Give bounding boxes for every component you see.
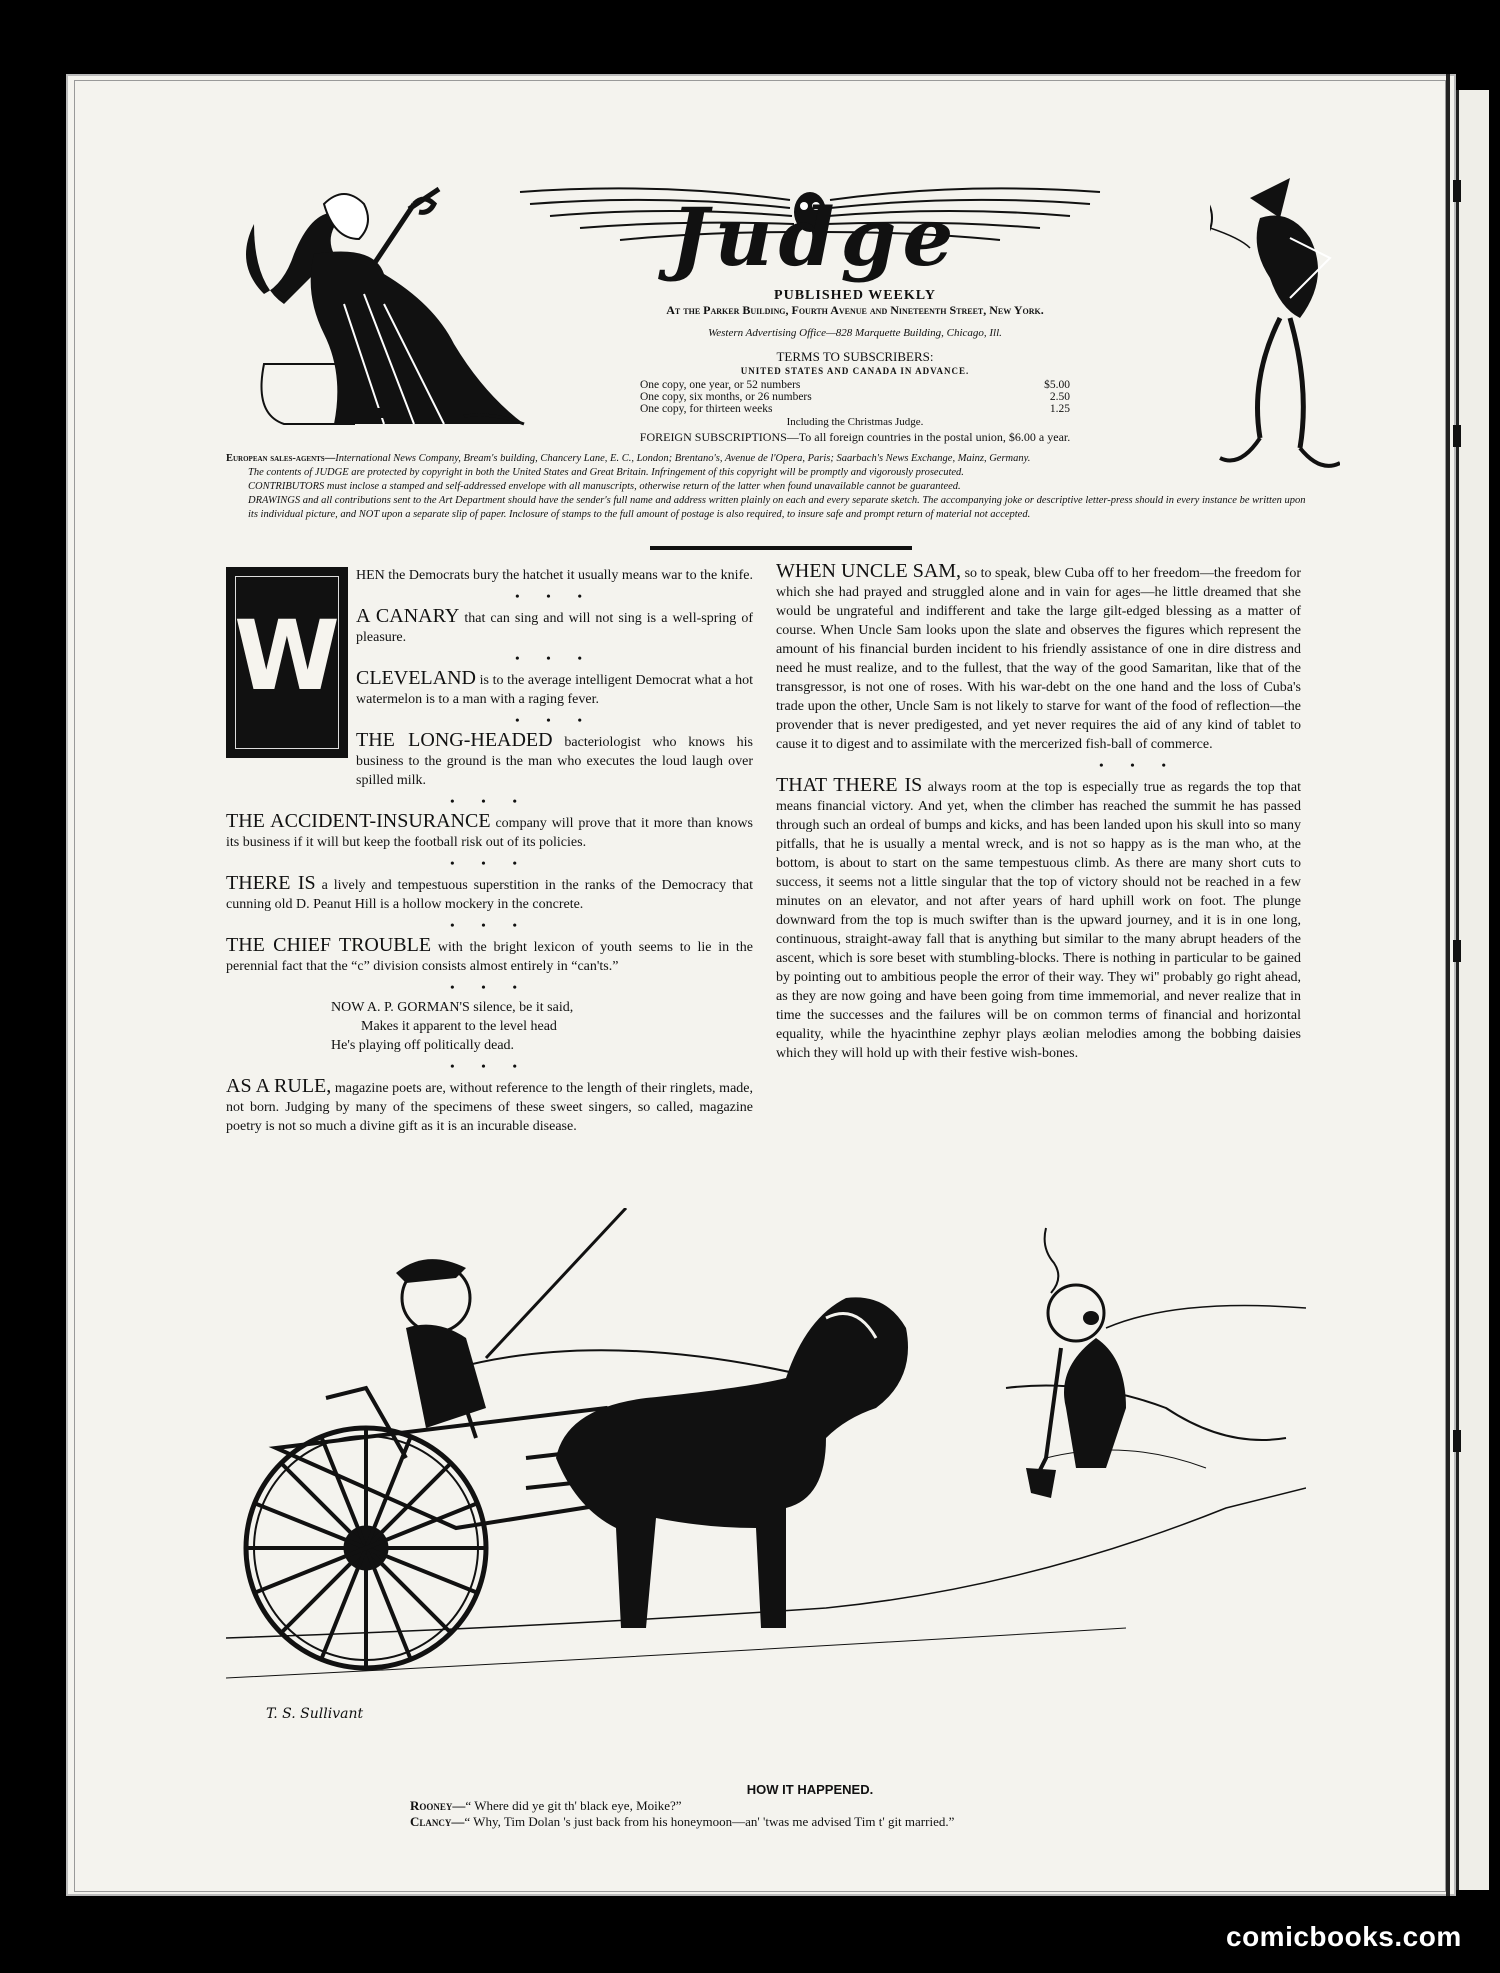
western-office: Western Advertising Office—828 Marquette Building, Chicago, Ill. xyxy=(708,327,1002,339)
left-column xyxy=(226,566,753,1136)
sales-agents-text: International News Company, Bream's building, Chancery Lane, E. C., London; Brentano's, Avenue de l'Opera, Paris; Saarbach's News Exchange, Mainz, Germany. xyxy=(335,453,1031,464)
lead-words: THE LONG-HEADED xyxy=(356,729,553,751)
section-rule xyxy=(650,546,912,550)
right-column xyxy=(776,562,1301,1063)
binding-mark xyxy=(1453,425,1461,447)
dialogue-text: “ Where did ye git th' black eye, Moike?” xyxy=(465,1798,682,1813)
verse-line: NOW A. P. GORMAN'S silence, be it said, xyxy=(331,1000,574,1015)
lead-words: AS A RULE, xyxy=(226,1075,332,1097)
price-row xyxy=(640,403,1070,415)
separator: • • • xyxy=(515,713,594,727)
paragraph-text: with the bright lexicon of youth seems to lie in the perennial fact that the “c” division consists almost entirely in “can'ts.” xyxy=(226,940,753,974)
paragraph-text: company will prove that it more than knows its business if it will but keep the football risk out of its policies. xyxy=(226,816,753,850)
cart-and-horse-cartoon xyxy=(226,1208,1306,1778)
lead-words: HEN xyxy=(356,568,385,583)
paragraph-text: the Democrats bury the hatchet it usually means war to the knife. xyxy=(384,568,753,583)
paragraph xyxy=(776,562,1301,754)
binding-mark xyxy=(1453,180,1461,202)
binding-mark xyxy=(1453,1430,1461,1452)
drop-cap-letter: W xyxy=(234,600,340,712)
paragraph-text: that can sing and will not sing is a well-spring of pleasure. xyxy=(356,611,753,645)
woman-statue-illustration xyxy=(224,184,554,444)
lead-words: A CANARY xyxy=(356,605,460,627)
publisher-address: At the Parker Building, Fourth Avenue and Nineteenth Street, New York. xyxy=(666,303,1044,317)
published-weekly: PUBLISHED WEEKLY xyxy=(774,288,936,303)
speaker-name: Clancy— xyxy=(410,1814,465,1829)
site-watermark: comicbooks.com xyxy=(1226,1921,1462,1952)
caption-title: HOW IT HAPPENED. xyxy=(746,1782,874,1797)
dialogue-line xyxy=(410,1814,1210,1830)
drawings-notice: DRAWINGS and all contributions sent to the Art Department should have the sender's full name and address written plainly on each and every separate sketch. The accompanying joke or descriptive letter-press should in every instance be written upon its individual picture, and NOT upon a separate slip of paper. Inclosure of stamps to the full amount of postage is also required, to insure safe and prompt return of material not accepted. xyxy=(248,495,1306,520)
separator: • • • xyxy=(450,918,529,932)
publisher-notices xyxy=(226,452,1306,522)
paragraph-text: bacteriologist who knows his business to the ground is the man who executes the loud laugh over spilled milk. xyxy=(356,735,753,788)
paragraph-text: magazine poets are, without reference to the length of their ringlets, made, not born. Judging by many of the specimens of these sweet singers, so called, magazine poetry is not so much a divine gift as it is an incurable disease. xyxy=(226,1081,753,1134)
speaker-name: Rooney— xyxy=(410,1798,466,1813)
price-row xyxy=(640,379,1070,391)
dialogue-text: “ Why, Tim Dolan 's just back from his honeymoon—an' 'twas me advised Tim t' git married.” xyxy=(464,1814,955,1829)
separator: • • • xyxy=(450,1059,529,1073)
separator: • • • xyxy=(515,651,594,665)
paragraph xyxy=(776,776,1301,1063)
paragraph-text: always room at the top is especially true as regards the top that means financial victory. And yet, when the climber has reached the summit he has passed through such an ordeal of bumps and kicks, and has been landed upon his skull into so many pitfalls, that he is usually a mental wreck, and is not so happy as is the man who, at the bottom, is about to start on the same tempestuous climb. As there are many short cuts to success, it seems not a little singular that the top of victory should not be reached in a few minutes on an elevator, and not after years of hard uphill work on foot. The plunge downward from the top is much swifter than is the upward journey, and it is in one long, continuous, straight-away fall that is anything but similar to the many abrupt headers of the ascent, which is sore beset with stumbling-blocks. There is nothing in particular to be gained by pointing out to ambitious people the error of their way. They wi'' probably go right ahead, as they are now going and have been going from time immemorial, and never realize that in time the successes and the failures will be on common terms of financial and horizontal equality, while the hyacinthine zephyr plays æolian melodies among the bobbing daisies which they will hold up with their festive wish-bones. xyxy=(776,780,1301,1061)
separator: • • • xyxy=(450,856,529,870)
verse xyxy=(226,998,753,1055)
paragraph xyxy=(226,731,753,790)
artist-signature: T. S. Sullivant xyxy=(266,1706,364,1722)
sales-agents-label: European sales-agents— xyxy=(226,453,336,464)
price-label: One copy, one year, or 52 numbers xyxy=(640,379,801,391)
foreign-subscriptions: FOREIGN SUBSCRIPTIONS—To all foreign countries in the postal union, $6.00 a year. xyxy=(639,430,1071,444)
terms-heading: TERMS TO SUBSCRIBERS: xyxy=(776,349,934,364)
dialogue-line xyxy=(410,1798,1210,1814)
binding-edge xyxy=(1446,74,1450,1896)
lead-words: THE ACCIDENT-INSURANCE xyxy=(226,810,491,832)
jester-with-balloon-illustration xyxy=(1210,178,1340,478)
price-row xyxy=(640,391,1070,403)
lead-words: CLEVELAND xyxy=(356,667,476,689)
paragraph-text: a lively and tempestuous superstition in the ranks of the Democracy that cunning old D. Peanut Hill is a hollow mockery in the concrete. xyxy=(226,878,754,912)
lead-words: THERE IS xyxy=(226,872,316,894)
lead-words: THAT THERE IS xyxy=(776,774,923,796)
lead-words: THE CHIEF TROUBLE xyxy=(226,934,432,956)
price-label: One copy, for thirteen weeks xyxy=(640,403,773,415)
contributors-notice: CONTRIBUTORS must inclose a stamped and self-addressed envelope with all manuscripts, otherwise return of the latter when found unavailable cannot be guaranteed. xyxy=(248,481,961,492)
sales-agents xyxy=(226,452,1306,466)
price-value: 1.25 xyxy=(1049,403,1070,415)
binding-mark xyxy=(1453,940,1461,962)
paragraph-text: so to speak, blew Cuba off to her freedom—the freedom for which she had prayed and struggled alone and in vain for ages—he little dreamed that she would be ungrateful and indifferent and take the large gilt-edged blessing as a matter of course. When Uncle Sam looks upon the slate and observes the figures which represent the amount of his financial burden incident to his friendly assistance of one in dire distress and need he must realize, and to the fullest, that the way of the good Samaritan, like that of the transgressor, is not one of roses. With his war-debt on the one hand and the loss of Cuba's trade upon the other, Uncle Sam is not likely to starve for want of the food of reflection—the provender that is never predigested, and yet never requires the aid of any kind of tablet to cause it to digest and to assimilate with the mercerized fish-ball of commerce. xyxy=(776,566,1301,752)
price-label: One copy, six months, or 26 numbers xyxy=(640,391,812,403)
separator: • • • xyxy=(1099,758,1178,772)
paragraph xyxy=(226,936,753,976)
publication-details xyxy=(510,288,1200,445)
verse-line: He's playing off politically dead. xyxy=(331,1038,515,1053)
verse-line: Makes it apparent to the level head xyxy=(361,1019,557,1034)
paragraph xyxy=(226,607,753,647)
copyright-notice: The contents of JUDGE are protected by copyright in both the United States and Great Britain. Infringement of this copyright will be promptly and vigorously prosecuted. xyxy=(248,467,964,478)
paragraph-text: is to the average intelligent Democrat what a hot watermelon is to a man with a raging fever. xyxy=(356,673,753,707)
magazine-title: Judge xyxy=(670,190,960,284)
price-value: $5.00 xyxy=(1044,379,1070,391)
facing-page-edge xyxy=(1456,90,1489,1890)
paragraph xyxy=(226,812,753,852)
paragraph xyxy=(226,874,753,914)
lead-words: WHEN UNCLE SAM, xyxy=(776,560,962,582)
paragraph xyxy=(226,669,753,709)
price-value: 2.50 xyxy=(1049,391,1070,403)
christmas-note: Including the Christmas Judge. xyxy=(786,416,924,428)
separator: • • • xyxy=(450,980,529,994)
separator: • • • xyxy=(515,589,594,603)
paragraph xyxy=(226,566,753,585)
cartoon-caption xyxy=(410,1782,1210,1830)
terms-region: UNITED STATES AND CANADA IN ADVANCE. xyxy=(740,366,970,376)
paragraph xyxy=(226,1077,753,1136)
separator: • • • xyxy=(450,794,529,808)
